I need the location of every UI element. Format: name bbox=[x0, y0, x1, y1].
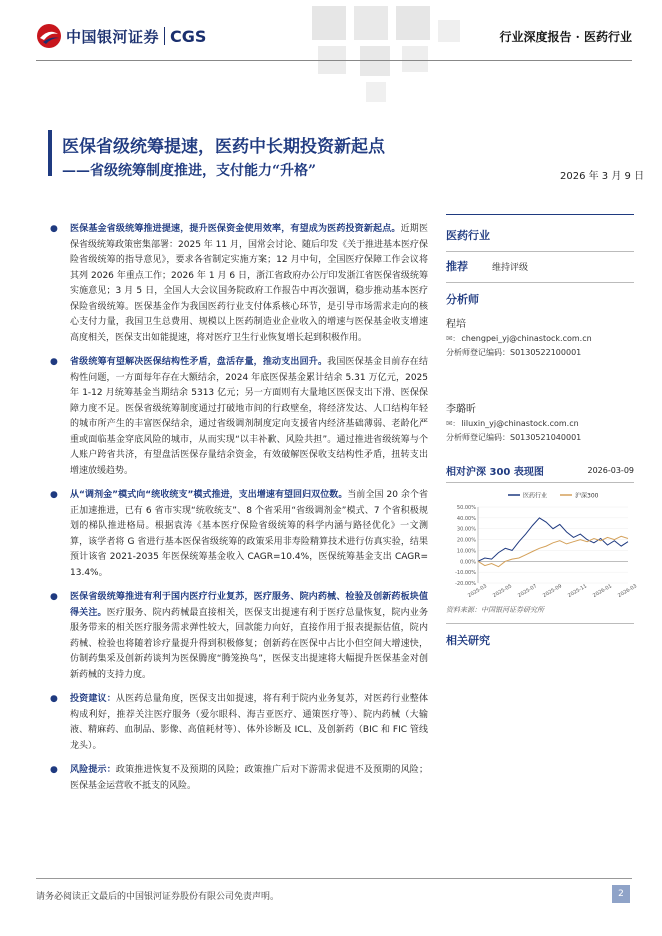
sidebar-divider bbox=[446, 623, 634, 624]
galaxy-logo-icon bbox=[36, 23, 62, 49]
y-tick-label: 10.00% bbox=[456, 548, 476, 555]
related-research-header: 相关研究 bbox=[446, 634, 490, 647]
title-accent-bar bbox=[48, 130, 52, 176]
sidebar-divider bbox=[446, 251, 634, 252]
chart-header bbox=[446, 463, 634, 478]
email-icon: ✉: bbox=[446, 334, 456, 343]
x-tick-label: 2025-05 bbox=[491, 583, 514, 599]
key-point-lead: 投资建议： bbox=[70, 694, 116, 704]
sidebar-divider bbox=[446, 214, 634, 215]
analyst-name: 程培 bbox=[446, 319, 466, 330]
key-point-lead: 风险提示： bbox=[70, 765, 116, 775]
key-point bbox=[48, 763, 428, 794]
analyst-email-row bbox=[446, 334, 634, 343]
key-point bbox=[48, 222, 428, 346]
legend-label: 沪深300 bbox=[575, 492, 599, 500]
header-divider bbox=[36, 60, 632, 61]
company-logo bbox=[36, 22, 206, 50]
report-subtitle: ——省级统筹制度推进，支付能力“升格” bbox=[62, 163, 317, 179]
rating-row bbox=[446, 258, 634, 274]
key-points bbox=[48, 222, 428, 803]
x-tick-label: 2026-01 bbox=[591, 583, 614, 599]
y-tick-label: -10.00% bbox=[455, 570, 476, 577]
bullet-icon: ● bbox=[50, 765, 58, 775]
report-date: 2026 年 3 月 9 日 bbox=[560, 171, 645, 182]
y-tick-label: 20.00% bbox=[456, 537, 476, 544]
sidebar-divider bbox=[446, 482, 634, 483]
analyst-registration: 分析师登记编码：S0130521040001 bbox=[446, 433, 582, 442]
key-point bbox=[48, 692, 428, 754]
key-point-body: 政策推进恢复不及预期的风险；政策推广后对下游需求促进不及预期的风险；医保基金运营收不抵支的风险。 bbox=[70, 765, 428, 791]
page-number: 2 bbox=[612, 885, 630, 903]
key-point-body: 从医药总量角度，医保支出如提速，将有利于院内业务复苏，对医药行业整体构成利好，推荐关注医疗服务（爱尔眼科、海吉亚医疗、通策医疗等）、院内药械（大输液、精麻药、血制品、影像、高值耗材等）、体外诊断及 ICL、及创新药（BIC 和 FIC 管线龙头）。 bbox=[70, 694, 428, 751]
x-tick-label: 2026-03 bbox=[616, 583, 639, 599]
sidebar-industry: 医药行业 bbox=[446, 229, 490, 242]
analyst-email-row bbox=[446, 419, 634, 428]
analyst-registration: 分析师登记编码：S0130522100001 bbox=[446, 348, 582, 357]
key-point-body: 当前全国 20 余个省正加速推进，已有 6 省市实现“统收统支”、8 个省采用“省级调剂金”模式、7 个省积极规划的梯队推进格局。根据袁涛《基本医疗保险省级统筹的科学内涵与路径优化》一文测算，该学者将 G 省进行基本医保省级统筹的政策采用非寿险精算技术进行仿真实验，结果预计该省 2021-2035 年医保统筹基金收入 CAGR=10.4%，医保统筹基金支出 CAGR=13.4%。 bbox=[70, 490, 428, 578]
sidebar bbox=[446, 214, 639, 648]
bullet-icon: ● bbox=[50, 694, 58, 704]
x-tick-label: 2025-03 bbox=[466, 583, 489, 599]
chart-source: 资料来源：中国银河证券研究所 bbox=[446, 606, 544, 614]
bullet-icon: ● bbox=[50, 592, 58, 602]
report-type-label: 行业深度报告 · 医药行业 bbox=[499, 30, 632, 44]
key-point-body: 医疗服务、院内药械最直接相关，医保支出提速有利于医疗总量恢复，院内业务服务带来的相关医疗服务需求弹性较大，回款能力向好，直接作用于报表提振估值，院内药械、检验也将随着诊疗量提升得到积极修复；创新药在医保中占比小但空间大增速快，仿制药集采及创新药谈判为医保腾度“腾笼换鸟”，医保支出提速将大幅提升医保基金对创新药械的支持力度。 bbox=[70, 607, 428, 680]
key-point-body: 近期医保省级统筹政策密集部署：2025 年 11 月，国常会讨论、随后印发《关于推进基本医疗保险省级统筹的指导意见》，要求各省制定实施方案；12 月中旬，全国医疗保障工作会议将其列 2026 年重点工作；2026 年 1 月 6 日，浙江省政府办公厅印发浙江省医保省级统筹实施意见；3 月 5 日，全国人大会议国务院政府工作报告中再次强调，稳步推动基本医疗保险省级统筹。医保基金作为我国医药行业支付体系核心环节，是引导市场需求走向的核心支付力量，我国卫生总费用、规模以上医药制造业企业收入的增速与医保基金收支增速高度相关，医保支出如能提速，将对医疗卫生行业恢复增长起到积极作用。 bbox=[70, 224, 428, 343]
bullet-icon: ● bbox=[50, 357, 58, 367]
footer-divider bbox=[36, 878, 632, 879]
analyst-header: 分析师 bbox=[446, 293, 479, 306]
y-tick-label: -20.00% bbox=[455, 581, 476, 587]
rating-label: 推荐 bbox=[446, 260, 468, 273]
y-tick-label: 30.00% bbox=[456, 526, 476, 533]
legend-label: 医药行业 bbox=[523, 492, 548, 500]
key-point-lead: 从“调剂金”模式向“统收统支”模式推进，支出增速有望回归双位数。 bbox=[70, 490, 348, 500]
key-point bbox=[48, 355, 428, 479]
header-decoration-icon bbox=[308, 0, 488, 110]
bullet-icon: ● bbox=[50, 490, 58, 500]
logo-text-cn: 中国银河证券 bbox=[66, 27, 160, 46]
rating-value: 维持评级 bbox=[492, 262, 529, 273]
x-tick-label: 2025-09 bbox=[541, 583, 564, 599]
report-title: 医保省级统筹提速，医药中长期投资新起点 bbox=[62, 137, 385, 157]
key-point-lead: 医保省级统筹推进有利于国内医疗行业复苏，医疗服务、院内药械、检验及创新药板块值得关注。 bbox=[70, 592, 428, 618]
key-point bbox=[48, 590, 428, 683]
y-tick-label: 50.00% bbox=[456, 505, 476, 511]
performance-chart bbox=[446, 487, 639, 603]
key-point-body: 我国医保基金目前存在结构性问题，一方面每年存在大额结余，2024 年底医保基金累计结余 5.31 万亿元，2025 年 1-12 月统筹基金当期结余 5313 亿元；另一方面则有大量地区医保支出下滑、医保保障力度不足。医保省级统筹制度通过打破地市间的行政壁垒，将经济发达、人口结构年轻的城市所产生的丰富医保结余，通过省级调剂制度定向支援省内经济基础薄弱、老龄化严重或面临基金穿底风险的城市，从而实现“以丰补歉、风险共担”。通过推进省级统筹与个人账户跨省共济，有望盘活医保存量结余资金，有效破解医保收支结构性矛盾，扭转支出增速放缓趋势。 bbox=[70, 357, 428, 476]
logo-text-en: CGS bbox=[170, 26, 207, 46]
analyst-email[interactable]: chengpei_yj@chinastock.com.cn bbox=[461, 334, 592, 343]
page-header bbox=[0, 0, 662, 68]
bullet-icon: ● bbox=[50, 224, 58, 234]
email-icon: ✉: bbox=[446, 419, 456, 428]
chart-date: 2026-03-09 bbox=[587, 466, 634, 475]
sidebar-divider bbox=[446, 282, 634, 283]
chart-title: 相对沪深 300 表现图 bbox=[446, 467, 544, 478]
key-point-lead: 省级统筹有望解决医保结构性矛盾，盘活存量，推动支出回升。 bbox=[70, 357, 328, 367]
x-tick-label: 2025-07 bbox=[516, 583, 539, 599]
y-tick-label: 0.00% bbox=[460, 559, 476, 566]
key-point bbox=[48, 488, 428, 581]
key-point-lead: 医保基金省级统筹推进提速，提升医保资金使用效率，有望成为医药投资新起点。 bbox=[70, 224, 401, 234]
logo-separator bbox=[164, 27, 165, 45]
footer-disclaimer: 请务必阅读正文最后的中国银河证券股份有限公司免责声明。 bbox=[36, 892, 280, 902]
y-tick-label: 40.00% bbox=[456, 515, 476, 522]
x-tick-label: 2025-11 bbox=[566, 583, 589, 599]
analyst-name: 李璐昕 bbox=[446, 404, 476, 415]
analyst-email[interactable]: liluxin_yj@chinastock.com.cn bbox=[461, 419, 579, 428]
